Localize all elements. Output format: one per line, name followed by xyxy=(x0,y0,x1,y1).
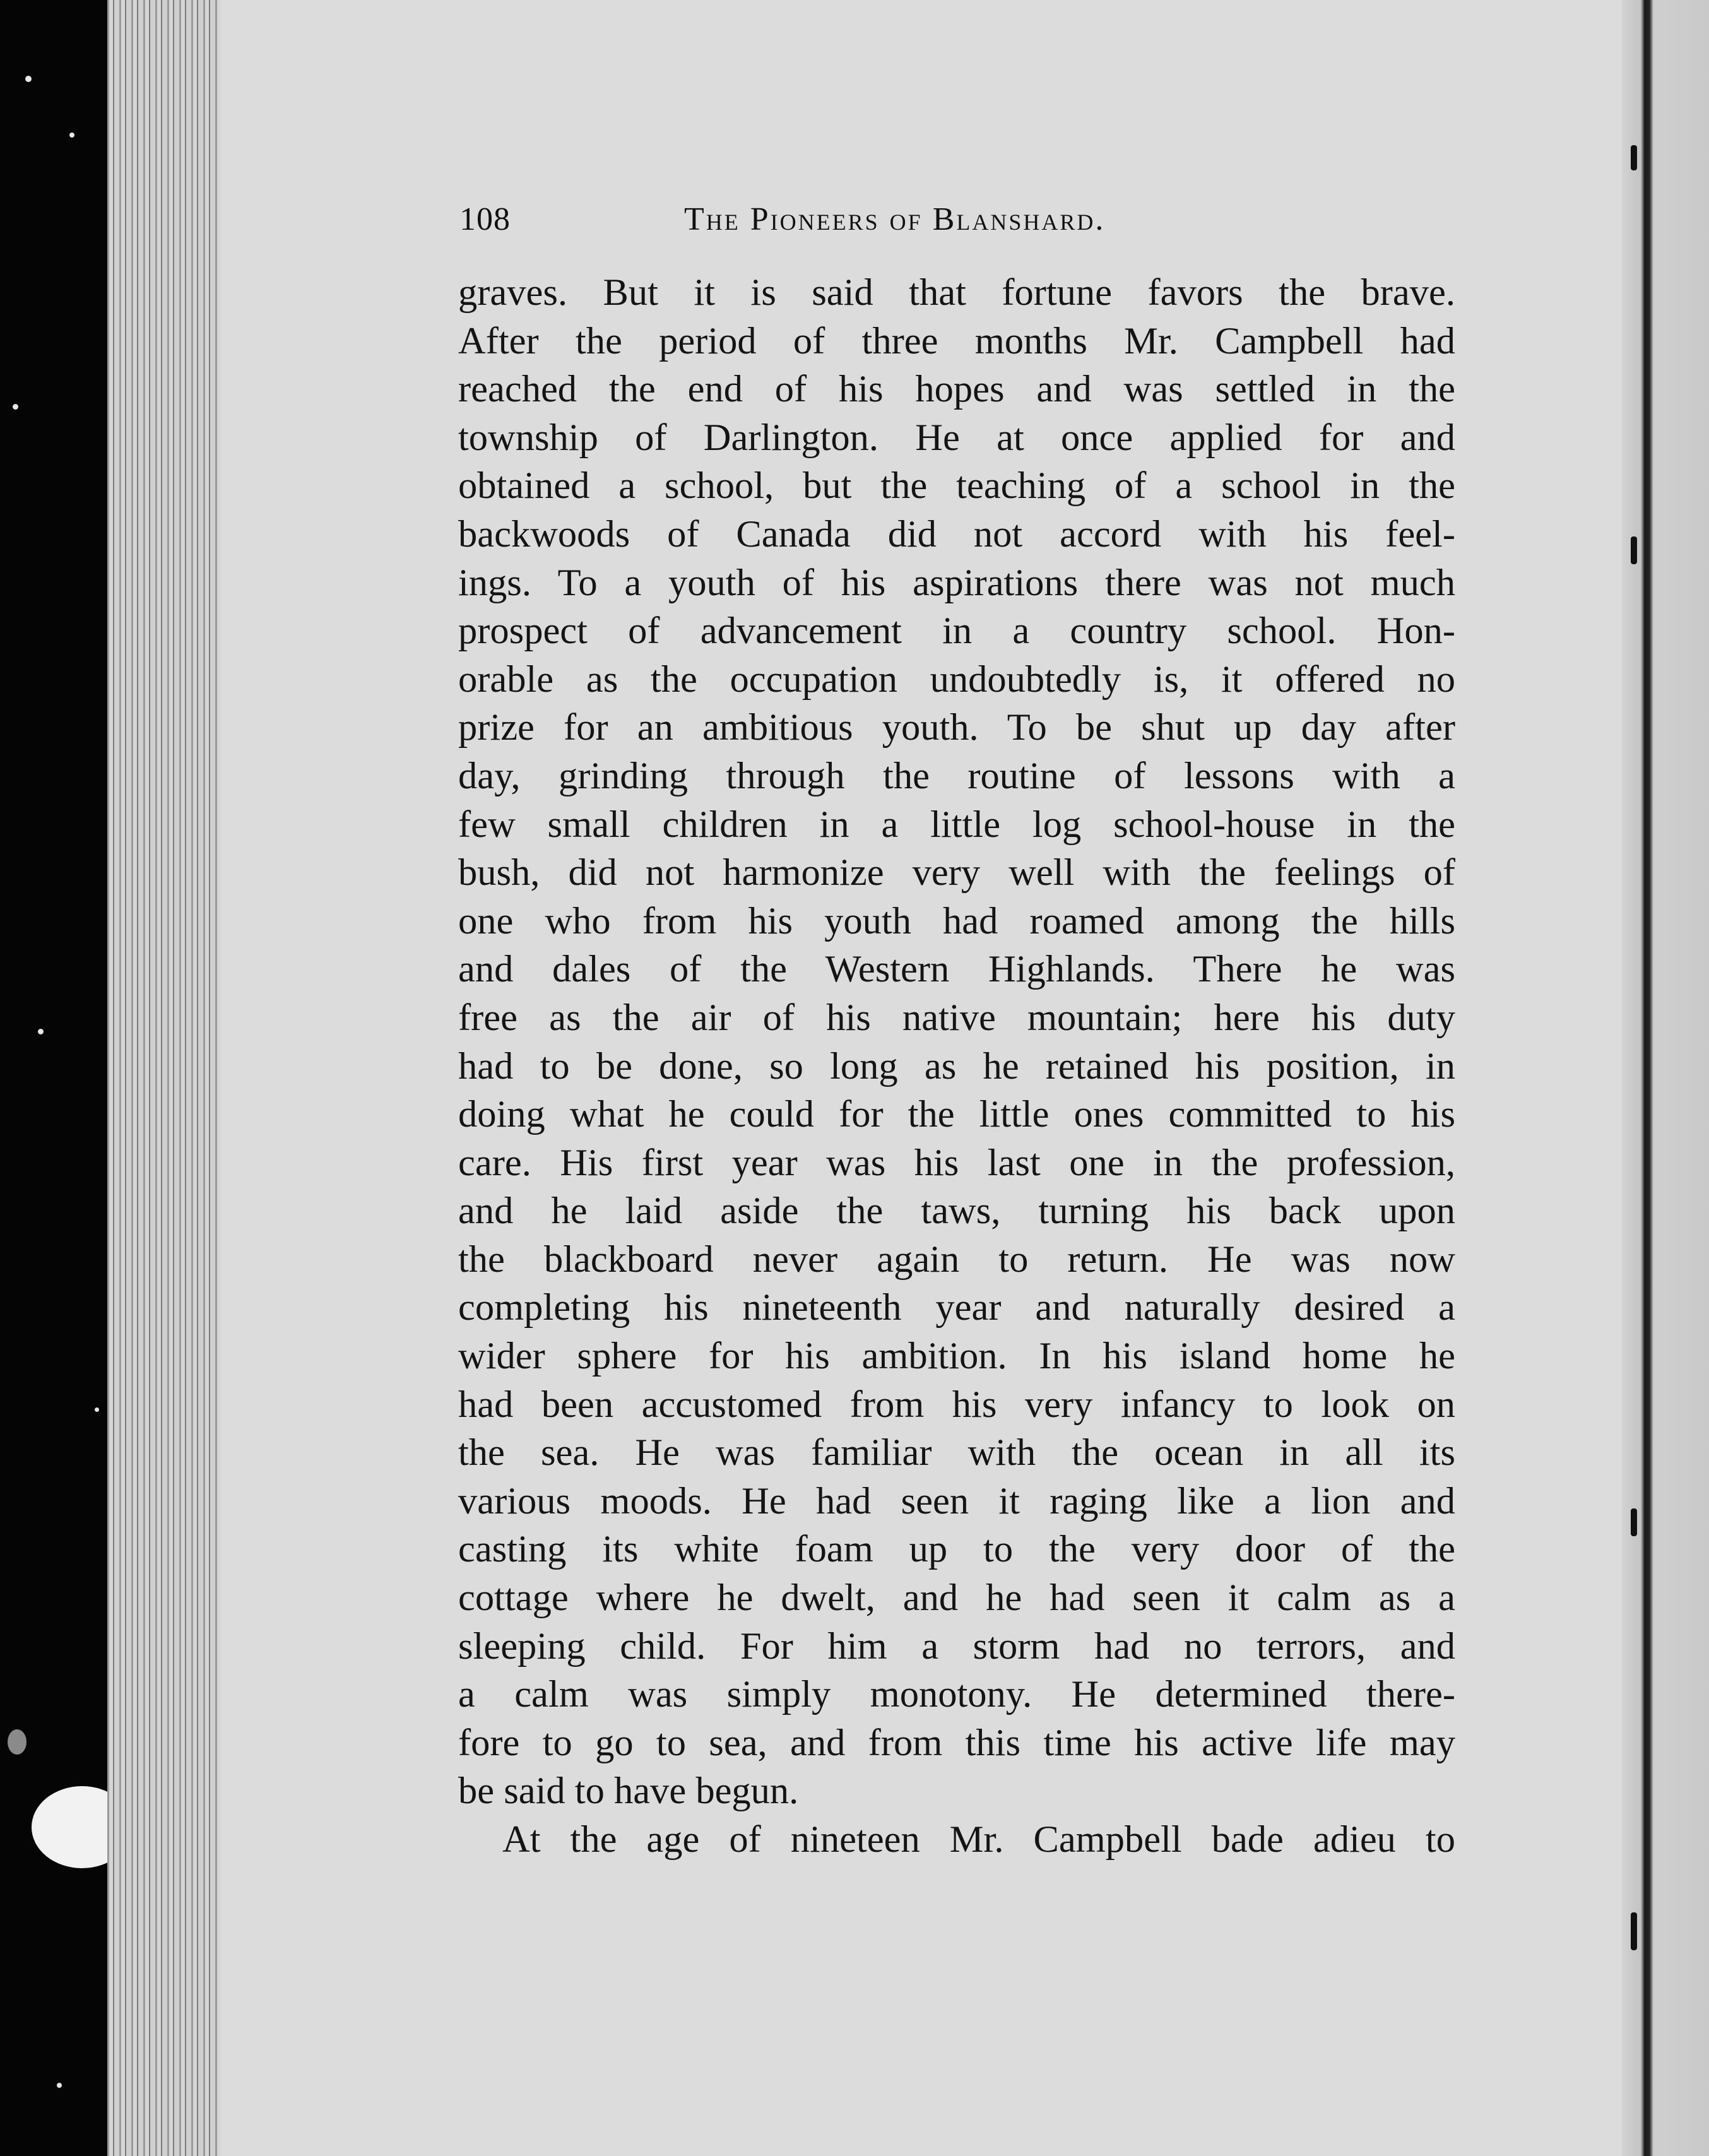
text-line: cottage where he dwelt, and he had seen it calm as a xyxy=(458,1577,1455,1620)
dark-scan-margin xyxy=(0,0,120,2156)
dust-speck xyxy=(8,1729,27,1755)
gutter-mark xyxy=(1631,536,1637,564)
text-line: had been accustomed from his very infancy to look on xyxy=(458,1383,1455,1426)
text-line: reached the end of his hopes and was settled in the xyxy=(458,368,1455,411)
text-line: prospect of advancement in a country school. Hon- xyxy=(458,610,1455,653)
text-line: backwoods of Canada did not accord with his feel- xyxy=(458,512,1455,555)
text-line: completing his nineteenth year and naturally desired a xyxy=(458,1286,1455,1329)
gutter-mark xyxy=(1631,145,1637,170)
page-number: 108 xyxy=(459,201,511,237)
page-edge-stack xyxy=(107,0,234,2156)
dust-speck xyxy=(38,1029,44,1034)
gutter-mark xyxy=(1631,1912,1637,1950)
text-line: sleeping child. For him a storm had no terrors, and xyxy=(458,1625,1455,1667)
dust-speck xyxy=(69,133,74,138)
text-line: and he laid aside the taws, turning his back upon xyxy=(458,1190,1455,1233)
text-line: care. His first year was his last one in the profession, xyxy=(458,1141,1455,1184)
text-line: orable as the occupation undoubtedly is, it offered no xyxy=(458,658,1455,701)
dust-speck xyxy=(95,1407,99,1412)
text-line: had to be done, so long as he retained his position, in xyxy=(458,1045,1455,1087)
text-line: fore to go to sea, and from this time his active life may xyxy=(458,1721,1455,1764)
running-head xyxy=(459,201,1444,245)
text-line: and dales of the Western Highlands. There he was xyxy=(458,948,1455,991)
text-line: casting its white foam up to the very door of the xyxy=(458,1528,1455,1571)
text-line: few small children in a little log school-house in the xyxy=(458,803,1455,846)
text-line: the blackboard never again to return. He was now xyxy=(458,1238,1455,1281)
text-line: day, grinding through the routine of lessons with a xyxy=(458,754,1455,797)
text-line: various moods. He had seen it raging like a lion and xyxy=(458,1479,1455,1522)
text-line: bush, did not harmonize very well with the feelings of xyxy=(458,851,1455,894)
text-line: wider sphere for his ambition. In his island home he xyxy=(458,1335,1455,1378)
body-text xyxy=(458,269,1455,1864)
text-line: a calm was simply monotony. He determined there- xyxy=(458,1673,1455,1716)
text-line: doing what he could for the little ones committed to his xyxy=(458,1093,1455,1136)
right-gutter xyxy=(1622,0,1709,2156)
text-line: ings. To a youth of his aspirations there was not much xyxy=(458,561,1455,604)
text-line: After the period of three months Mr. Campbell had xyxy=(458,319,1455,362)
book-title: The Pioneers of Blanshard. xyxy=(684,201,1106,237)
text-line: prize for an ambitious youth. To be shut up day after xyxy=(458,706,1455,749)
text-line: free as the air of his native mountain; here his duty xyxy=(458,996,1455,1039)
text-line: obtained a school, but the teaching of a school in the xyxy=(458,465,1455,507)
text-line: one who from his youth had roamed among the hills xyxy=(458,899,1455,942)
text-line: graves. But it is said that fortune favors the brave. xyxy=(458,271,1455,314)
dust-speck xyxy=(25,76,32,82)
dust-speck xyxy=(57,2083,62,2088)
text-line: township of Darlington. He at once applied for and xyxy=(458,416,1455,459)
text-line: the sea. He was familiar with the ocean in all its xyxy=(458,1431,1455,1474)
dust-speck xyxy=(13,404,18,410)
paragraph-start-line: At the age of nineteen Mr. Campbell bade adieu to xyxy=(502,1818,1455,1861)
gutter-mark xyxy=(1631,1508,1637,1536)
paragraph-end-line: be said to have begun. xyxy=(458,1770,799,1813)
